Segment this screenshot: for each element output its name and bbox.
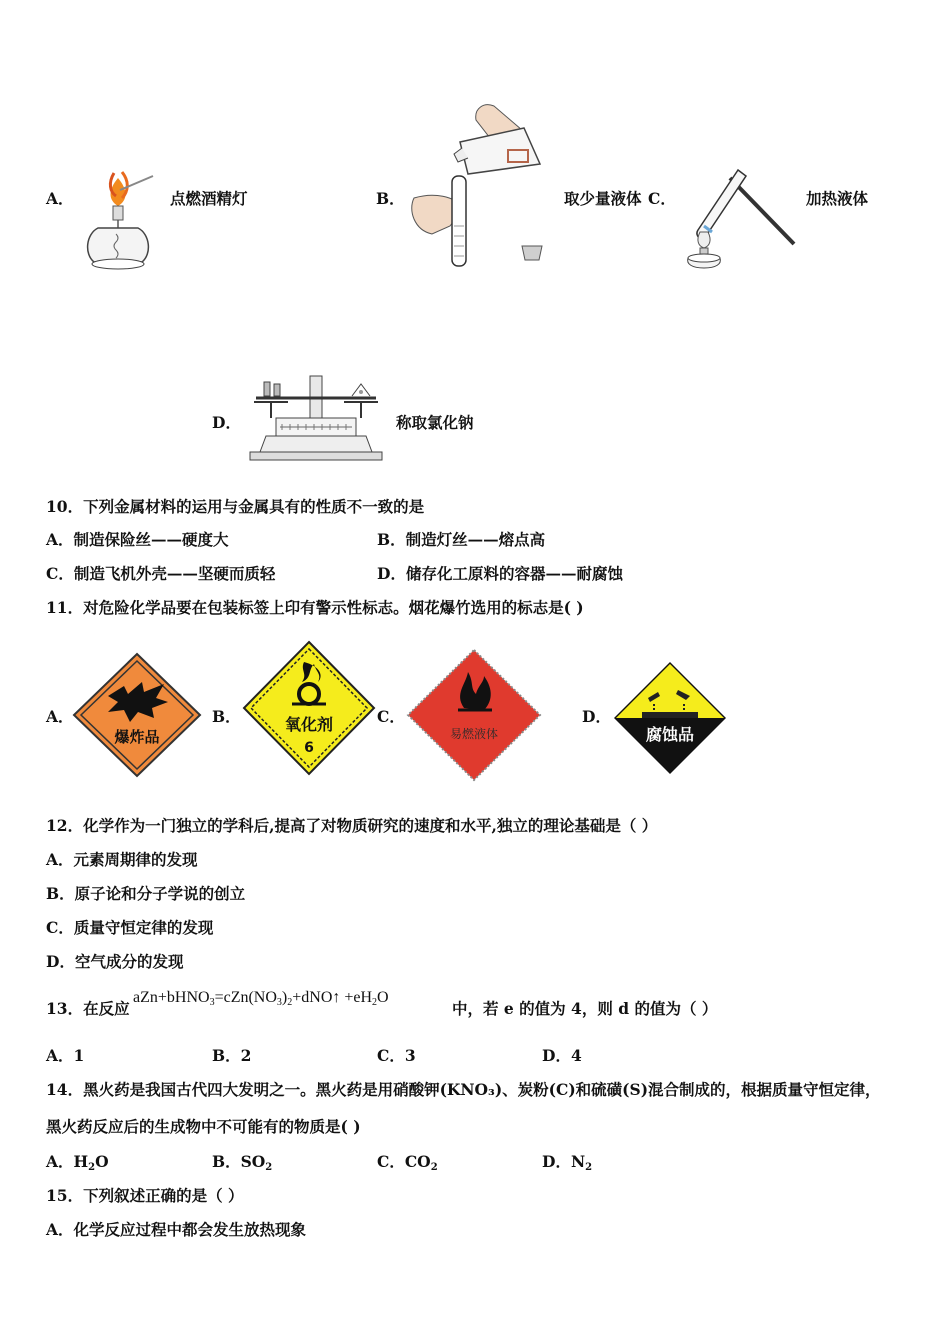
q15-option-a: A．化学反应过程中都会发生放热现象 <box>46 1220 307 1239</box>
pouring-liquid-figure <box>404 98 554 270</box>
q13-suffix: 中，若 e 的值为 4，则 d 的值为（ ） <box>452 999 718 1018</box>
flammable-sign-label: 易燃液体 <box>449 727 499 741</box>
q14-option-d: D．$N_2$ <box>542 1152 593 1173</box>
q14-stem-line2: 黑火药反应后的生成物中不可能有的物质是( ) <box>46 1117 361 1136</box>
q14-option-b: B．$SO_2$ <box>212 1152 273 1173</box>
oxidizer-sign-number: 6 <box>304 740 314 756</box>
alcohol-lamp-lit-figure <box>78 168 158 272</box>
q14-option-a: A．$H_2O$ <box>46 1152 109 1173</box>
explosive-sign-label: 爆炸品 <box>114 728 160 746</box>
corrosive-sign-label: 腐蚀品 <box>645 725 695 744</box>
q13-option-b: B．2 <box>212 1046 252 1065</box>
q14-option-c: C．$CO_2$ <box>377 1152 438 1173</box>
q12-option-a: A．元素周期律的发现 <box>46 850 198 869</box>
q12-option-b: B．原子论和分子学说的创立 <box>46 884 246 903</box>
q12-stem: 12．化学作为一门独立的学科后,提高了对物质研究的速度和水平,独立的理论基础是（ ） <box>46 816 658 835</box>
q14-stem-line1: 14．黑火药是我国古代四大发明之一。黑火药是用硝酸钾(KNO₃)、炭粉(C)和硫磺(S)混合制成的，根据质量守恒定律， <box>46 1080 881 1099</box>
q11-stem: 11．对危险化学品要在包装标签上印有警示性标志。烟花爆竹选用的标志是( ) <box>46 598 584 617</box>
q11-option-c-letter: C． <box>377 707 405 726</box>
q9-option-b-letter: B． <box>376 189 405 208</box>
q13-option-c: C．3 <box>377 1046 416 1065</box>
q10-option-c: C．制造飞机外壳——坚硬而质轻 <box>46 564 276 583</box>
balance-scale-figure <box>246 372 386 464</box>
q9-option-b-caption: 取少量液体 <box>564 189 642 208</box>
q9-option-d-letter: D． <box>212 413 241 432</box>
oxidizer-hazard-sign <box>242 640 376 776</box>
q12-option-c: C．质量守恒定律的发现 <box>46 918 214 937</box>
q10-option-a: A．制造保险丝——硬度大 <box>46 530 229 549</box>
q10-option-b: B．制造灯丝——熔点高 <box>377 530 546 549</box>
q11-option-b-letter: B． <box>212 707 241 726</box>
q13-option-a: A．1 <box>46 1046 85 1065</box>
heating-liquid-figure <box>682 166 798 272</box>
q9-option-a-caption: 点燃酒精灯 <box>170 189 248 208</box>
q9-option-d-caption: 称取氯化钠 <box>396 413 474 432</box>
q9-option-c-letter: C． <box>648 189 676 208</box>
q13-option-d: D．4 <box>542 1046 582 1065</box>
explosive-hazard-sign <box>72 652 202 778</box>
flammable-liquid-hazard-sign <box>406 648 542 782</box>
q12-option-d: D．空气成分的发现 <box>46 952 184 971</box>
q15-stem: 15．下列叙述正确的是（ ） <box>46 1186 244 1205</box>
q11-option-d-letter: D． <box>582 707 611 726</box>
oxidizer-sign-label: 氧化剂 <box>284 715 334 734</box>
q13-prefix: 13．在反应 <box>46 999 130 1018</box>
q9-option-c-caption: 加热液体 <box>806 189 869 208</box>
corrosive-hazard-sign <box>612 660 728 776</box>
q9-option-a-letter: A． <box>46 189 74 208</box>
q11-option-a-letter: A． <box>46 707 74 726</box>
q10-stem: 10．下列金属材料的运用与金属具有的性质不一致的是 <box>46 497 425 516</box>
q13-reaction-formula: $aZn+bHNO_3=cZn(NO_3)_2+dNO↑ +eH_2O$ <box>133 989 389 1008</box>
q10-option-d: D．储存化工原料的容器——耐腐蚀 <box>377 564 623 583</box>
